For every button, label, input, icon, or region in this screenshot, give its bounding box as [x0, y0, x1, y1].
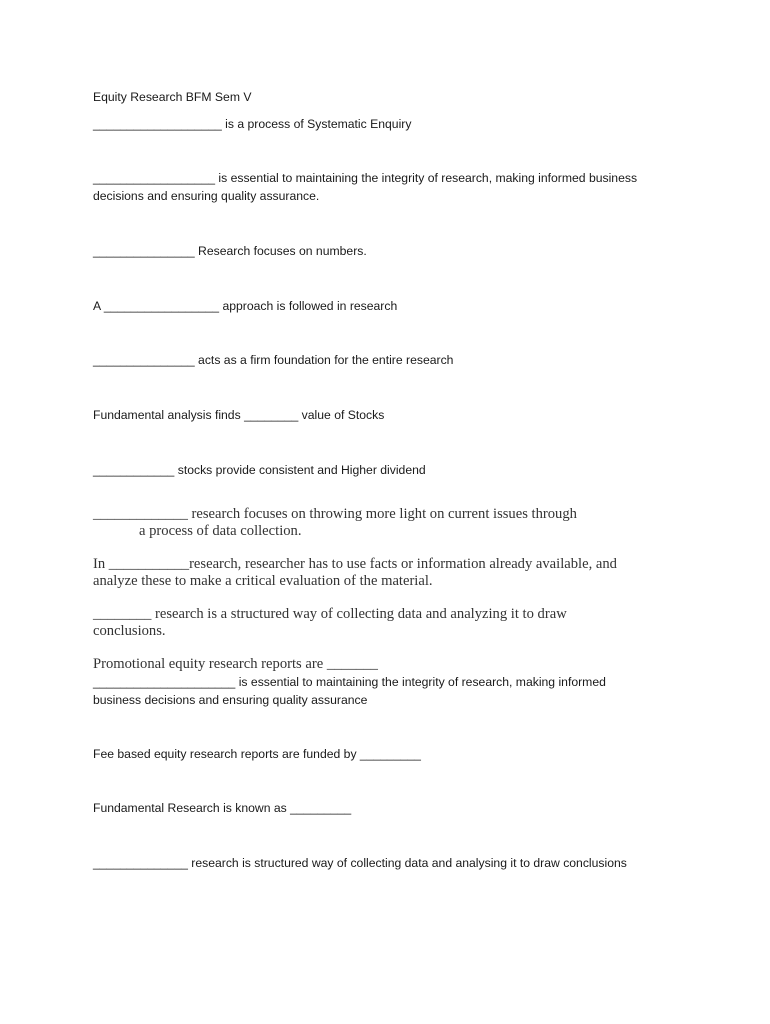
question-12-line-1: _____________________ is essential to maintaining the integrity of research, making informed	[93, 675, 606, 689]
question-9-line-1: In ___________research, researcher has to use facts or information already available, and	[93, 556, 617, 572]
question-2	[93, 169, 637, 205]
document-title: Equity Research BFM Sem V	[93, 90, 252, 104]
question-2-line-2: decisions and ensuring quality assurance.	[93, 189, 320, 203]
question-9	[93, 556, 617, 590]
question-10-line-2: conclusions.	[93, 623, 166, 639]
question-15: ______________ research is structured way of collecting data and analysing it to draw conclusions	[93, 856, 627, 870]
question-1: ___________________ is a process of Systematic Enquiry	[93, 117, 412, 131]
question-12	[93, 673, 606, 709]
question-8	[93, 506, 577, 540]
question-5: _______________ acts as a firm foundation for the entire research	[93, 353, 454, 367]
question-9-line-2: analyze these to make a critical evaluation of the material.	[93, 573, 433, 589]
question-8-line-2: a process of data collection.	[139, 523, 302, 539]
question-7: ____________ stocks provide consistent and Higher dividend	[93, 463, 426, 477]
question-12-line-2: business decisions and ensuring quality assurance	[93, 693, 368, 707]
question-13: Fee based equity research reports are funded by _________	[93, 747, 421, 761]
question-2-line-1: __________________ is essential to maintaining the integrity of research, making informed business	[93, 171, 638, 185]
question-14: Fundamental Research is known as _________	[93, 801, 352, 815]
question-4: A _________________ approach is followed in research	[93, 299, 398, 313]
question-10-line-1: ________ research is a structured way of collecting data and analyzing it to draw	[93, 606, 567, 622]
question-10	[93, 606, 567, 640]
question-8-line-1: _____________ research focuses on throwing more light on current issues through	[93, 506, 577, 522]
question-6: Fundamental analysis finds ________ value of Stocks	[93, 408, 385, 422]
question-3: _______________ Research focuses on numbers.	[93, 244, 367, 258]
question-11: Promotional equity research reports are _______	[93, 656, 378, 672]
